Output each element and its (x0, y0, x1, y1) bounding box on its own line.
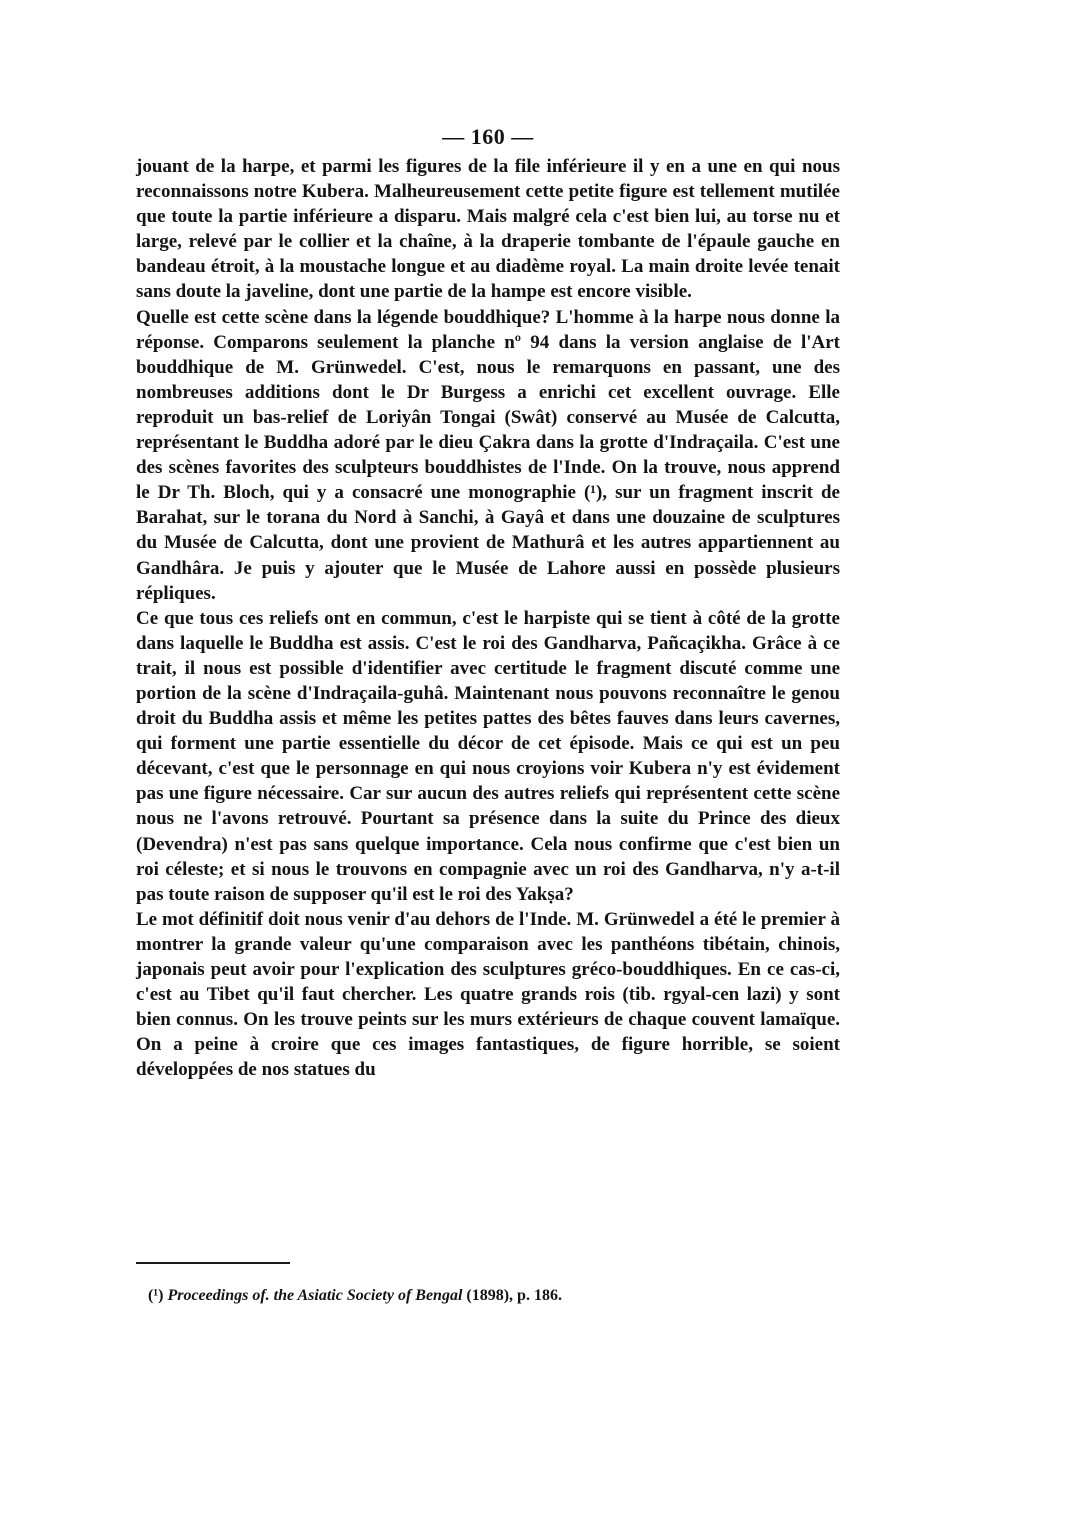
footnote-divider (136, 1262, 290, 1264)
paragraph-1: jouant de la harpe, et parmi les figures de la file inférieure il y en a une en qui nous reconnaissons notre Kubera. Malheureusement cette petite figure est tellement mutilée que toute la partie inférieure a disparu. Mais malgré cela c'est bien lui, au torse nu et large, relevé par le collier et la chaîne, à la draperie tombante de l'épaule gauche en bandeau étroit, à la moustache longue et au diadème royal. La main droite levée tenait sans doute la javeline, dont une partie de la hampe est encore visible. (136, 156, 840, 303)
page-number: — 160 — (442, 124, 534, 149)
paragraph-4: Le mot définitif doit nous venir d'au dehors de l'Inde. M. Grünwedel a été le premier à montrer la grande valeur qu'une comparaison avec les panthéons tibétain, chinois, japonais peut avoir pour l'explication des sculptures gréco-bouddhiques. En ce cas-ci, c'est au Tibet qu'il faut chercher. Les quatre grands rois (tib. rgyal-cen lazi) y sont bien connus. On les trouve peints sur les murs extérieurs de chaque couvent lamaïque. On a peine à croire que ces images fantastiques, de figure horrible, se soient développées de nos statues du (136, 908, 840, 1081)
paragraph-3: Ce que tous ces reliefs ont en commun, c'est le harpiste qui se tient à côté de la grotte dans laquelle le Buddha est assis. C'est le roi des Gandharva, Pañcaçikha. Grâce à ce trait, il nous est possible d'identifier avec certitude le fragment discuté comme une portion de la scène d'Indraçaila-guhâ. Maintenant nous pouvons reconnaître le genou droit du Buddha assis et même les petites pattes des bêtes fauves dans leurs cavernes, qui forment une partie essentielle du décor de cet épisode. Mais ce qui est un peu décevant, c'est que le personnage en qui nous croyions voir Kubera n'y est évidement pas une figure nécessaire. Car sur aucun des autres reliefs qui représentent cette scène nous ne l'avons retrouvé. Pourtant sa présence dans la suite du Prince des dieux (Devendra) n'est pas sans quelque importance. Cela nous confirme que c'est bien un roi céleste; et si nous le trouvons en compagnie avec un roi des Gandharva, n'y a-t-il pas toute raison de supposer qu'il est le roi des Yakṣa? (136, 607, 840, 905)
footnote (148, 1286, 848, 1306)
footnote-source-details: (1898), p. 186. (466, 1287, 562, 1304)
body-text (136, 154, 840, 1082)
footnote-source-title: Proceedings of. the Asiatic Society of Bengal (167, 1287, 463, 1304)
footnote-marker: (¹) (148, 1287, 164, 1304)
paragraph-2: Quelle est cette scène dans la légende bouddhique? L'homme à la harpe nous donne la réponse. Comparons seulement la planche nº 94 dans la version anglaise de l'Art bouddhique de M. Grünwedel. C'est, nous le remarquons en passant, une des nombreuses additions dont le Dr Burgess a enrichi cet excellent ouvrage. Elle reproduit un bas-relief de Loriyân Tongai (Swât) conservé au Musée de Calcutta, représentant le Buddha adoré par le dieu Çakra dans la grotte d'Indraçaila. C'est une des scènes favorites des sculpteurs bouddhistes de l'Inde. On la trouve, nous apprend le Dr Th. Bloch, qui y a consacré une monographie (¹), sur un fragment inscrit de Barahat, sur le torana du Nord à Sanchi, à Gayâ et dans une douzaine de sculptures du Musée de Calcutta, dont une provient de Mathurâ et les autres appartiennent au Gandhâra. Je puis y ajouter que le Musée de Lahore aussi en possède plusieurs répliques. (136, 306, 840, 604)
